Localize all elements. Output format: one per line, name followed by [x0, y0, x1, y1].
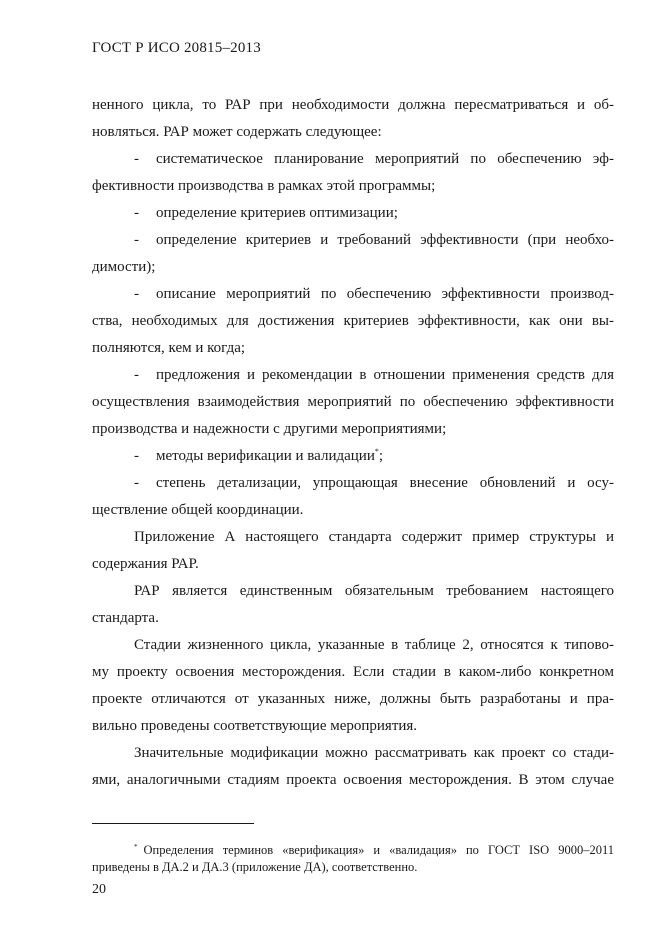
- text-line: димости);: [92, 259, 156, 275]
- footnote-mark: *: [134, 843, 138, 851]
- list-item-line: [134, 474, 614, 492]
- footnote-ref: *: [374, 447, 379, 456]
- text-span: определение критериев и требований эффективности (при необхо-: [156, 232, 614, 248]
- list-item-line: [134, 231, 614, 249]
- text-span: степень детализации, упрощающая внесение обновлений и осу-: [156, 475, 614, 491]
- bullet-dash: -: [134, 286, 139, 302]
- bullet-dash: -: [134, 367, 139, 383]
- text-line: фективности производства в рамках этой программы;: [92, 178, 436, 194]
- bullet-dash: -: [134, 448, 139, 464]
- text-span: определение критериев оптимизации;: [156, 205, 398, 221]
- footnote-separator: [92, 823, 254, 824]
- paragraph-first-line: Приложение А настоящего стандарта содержит пример структуры и: [134, 529, 614, 545]
- footnote-line: приведены в ДА.2 и ДА.3 (приложение ДА), соответственно.: [92, 860, 418, 874]
- text-line: ненного цикла, то РАР при необходимости должна пересматриваться и об-: [92, 97, 614, 113]
- text-span: систематическое планирование мероприятий по обеспечению эф-: [156, 151, 614, 167]
- text-line: ществление общей координации.: [92, 502, 304, 518]
- text-line: вильно проведены соответствующие мероприятия.: [92, 718, 418, 734]
- list-item-line: [134, 204, 614, 222]
- paragraph-first-line: Значительные модификации можно рассматривать как проект со стади-: [134, 745, 614, 761]
- list-item-line: [134, 285, 614, 303]
- text-line: осуществления взаимодействия мероприятий по обеспечению эффективности: [92, 394, 614, 410]
- bullet-dash: -: [134, 232, 139, 248]
- paragraph-first-line: Стадии жизненного цикла, указанные в таблице 2, относятся к типово-: [134, 637, 614, 653]
- list-item-line: [134, 366, 614, 384]
- text-line: му проекту освоения месторождения. Если стадии в каком-либо конкретном: [92, 664, 614, 680]
- text-span: ;: [378, 448, 384, 464]
- bullet-dash: -: [134, 475, 139, 491]
- list-item-line: [134, 447, 614, 465]
- page-number: 20: [92, 882, 106, 897]
- bullet-dash: -: [134, 151, 139, 167]
- text-line: стандарта.: [92, 610, 159, 626]
- text-line: содержания РАР.: [92, 556, 199, 572]
- bullet-dash: -: [134, 205, 139, 221]
- text-line: новляться. РАР может содержать следующее:: [92, 124, 382, 140]
- text-span: методы верификации и валидации: [156, 448, 375, 464]
- text-line: производства и надежности с другими мероприятиями;: [92, 421, 447, 437]
- footnote-line: [134, 843, 614, 858]
- text-line: полняются, кем и когда;: [92, 340, 246, 356]
- page-header-title: ГОСТ Р ИСО 20815–2013: [92, 40, 261, 56]
- text-line: ями, аналогичными стадиям проекта освоения месторождения. В этом случае: [92, 772, 614, 788]
- paragraph-first-line: РАР является единственным обязательным требованием настоящего: [134, 583, 614, 599]
- text-span: предложения и рекомендации в отношении применения средств для: [156, 367, 614, 383]
- list-item-line: [134, 150, 614, 168]
- text-line: проекте отличаются от указанных ниже, должны быть разработаны и пра-: [92, 691, 614, 707]
- footnote-text: Определения терминов «верификация» и «валидация» по ГОСТ ISO 9000–2011: [143, 843, 614, 857]
- text-span: описание мероприятий по обеспечению эффективности производ-: [156, 286, 614, 302]
- text-line: ства, необходимых для достижения критериев эффективности, как они вы-: [92, 313, 614, 329]
